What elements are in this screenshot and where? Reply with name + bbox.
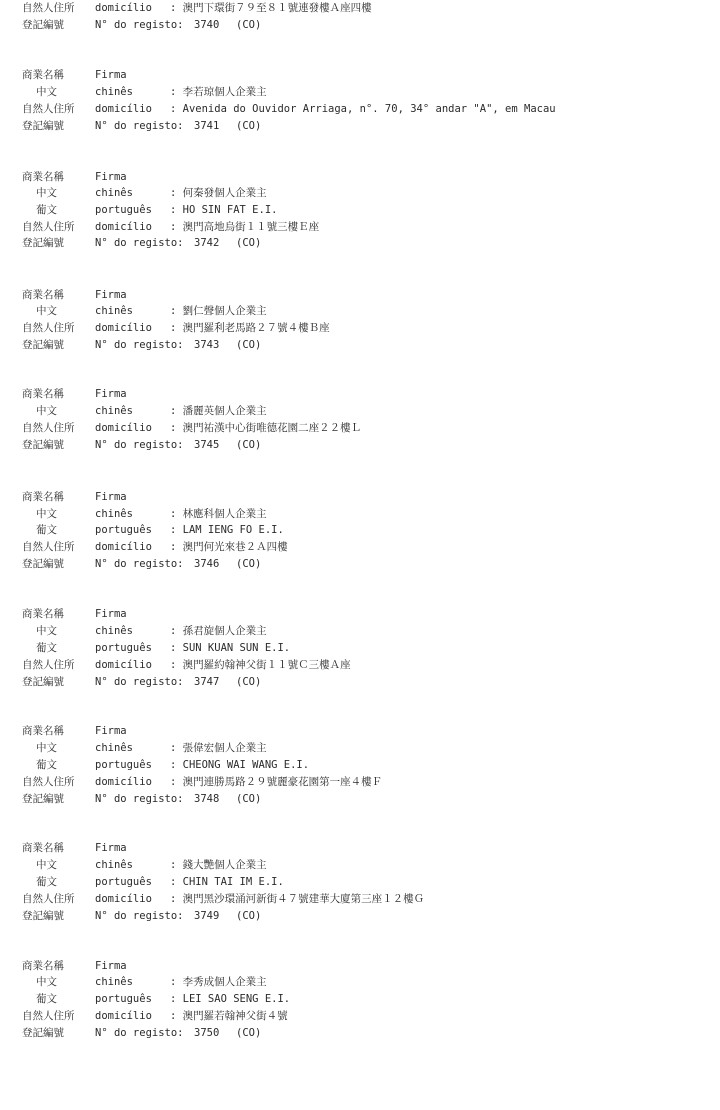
chines-line bbox=[22, 858, 267, 872]
chines-label-pt: chinês bbox=[95, 859, 133, 871]
firma-label-pt: Firma bbox=[95, 289, 127, 301]
firma-label-pt: Firma bbox=[95, 388, 127, 400]
registo-label-pt: N° do registo: bbox=[95, 676, 184, 688]
chines-value: : 林應科個人企業主 bbox=[170, 508, 267, 520]
portugues-label-pt: português bbox=[95, 759, 152, 771]
firma-label-zh: 商業名稱 bbox=[22, 491, 64, 503]
portugues-line bbox=[22, 523, 284, 537]
domicile-label-zh: 自然人住所 bbox=[22, 1010, 75, 1022]
registo-suffix: (CO) bbox=[236, 558, 262, 570]
registo-label-zh: 登記編號 bbox=[22, 676, 64, 688]
firma-line bbox=[22, 170, 127, 184]
registo-suffix: (CO) bbox=[236, 793, 262, 805]
chines-label-zh: 中文 bbox=[36, 405, 57, 417]
domicile-label-pt: domicílio bbox=[95, 776, 152, 788]
firma-label-pt: Firma bbox=[95, 491, 127, 503]
registo-number: 3743 bbox=[194, 339, 220, 351]
domicile-line bbox=[22, 220, 320, 234]
registo-line bbox=[22, 909, 262, 923]
portugues-value: : SUN KUAN SUN E.I. bbox=[170, 642, 291, 654]
registo-number: 3742 bbox=[194, 237, 220, 249]
chines-label-pt: chinês bbox=[95, 187, 133, 199]
registo-label-pt: N° do registo: bbox=[95, 1027, 184, 1039]
portugues-label-zh: 葡文 bbox=[36, 759, 57, 771]
portugues-line bbox=[22, 875, 284, 889]
domicile-value: : Avenida do Ouvidor Arriaga, n°. 70, 34° andar "A", em Macau bbox=[170, 103, 556, 115]
registo-number: 3750 bbox=[194, 1027, 220, 1039]
chines-label-zh: 中文 bbox=[36, 976, 57, 988]
portugues-label-pt: português bbox=[95, 204, 152, 216]
firma-label-zh: 商業名稱 bbox=[22, 608, 64, 620]
portugues-value: : CHIN TAI IM E.I. bbox=[170, 876, 284, 888]
chines-value: : 劉仁聲個人企業主 bbox=[170, 305, 267, 317]
firma-label-zh: 商業名稱 bbox=[22, 960, 64, 972]
firma-line bbox=[22, 68, 127, 82]
registo-number: 3749 bbox=[194, 910, 220, 922]
firma-label-zh: 商業名稱 bbox=[22, 171, 64, 183]
firma-label-pt: Firma bbox=[95, 69, 127, 81]
chines-line bbox=[22, 975, 267, 989]
registo-label-zh: 登記編號 bbox=[22, 793, 64, 805]
portugues-value: : HO SIN FAT E.I. bbox=[170, 204, 278, 216]
registo-line bbox=[22, 119, 262, 133]
registo-suffix: (CO) bbox=[236, 19, 262, 31]
chines-label-pt: chinês bbox=[95, 405, 133, 417]
registo-label-pt: N° do registo: bbox=[95, 237, 184, 249]
chines-line bbox=[22, 507, 267, 521]
chines-label-pt: chinês bbox=[95, 305, 133, 317]
chines-line bbox=[22, 404, 267, 418]
firma-line bbox=[22, 724, 127, 738]
registo-line bbox=[22, 1026, 262, 1040]
firma-label-pt: Firma bbox=[95, 608, 127, 620]
domicile-line bbox=[22, 775, 383, 789]
domicile-label-zh: 自然人住所 bbox=[22, 322, 75, 334]
registo-suffix: (CO) bbox=[236, 237, 262, 249]
registo-number: 3746 bbox=[194, 558, 220, 570]
firma-label-pt: Firma bbox=[95, 171, 127, 183]
registo-label-pt: N° do registo: bbox=[95, 439, 184, 451]
registo-label-zh: 登記編號 bbox=[22, 1027, 64, 1039]
registo-label-pt: N° do registo: bbox=[95, 558, 184, 570]
domicile-label-zh: 自然人住所 bbox=[22, 2, 75, 14]
firma-label-zh: 商業名稱 bbox=[22, 725, 64, 737]
registo-label-pt: N° do registo: bbox=[95, 19, 184, 31]
firma-label-pt: Firma bbox=[95, 960, 127, 972]
firma-line bbox=[22, 607, 127, 621]
registo-number: 3748 bbox=[194, 793, 220, 805]
firma-line bbox=[22, 387, 127, 401]
registo-label-zh: 登記編號 bbox=[22, 910, 64, 922]
registo-number: 3745 bbox=[194, 439, 220, 451]
domicile-value: : 澳門何光來巷２Ａ四樓 bbox=[170, 541, 288, 553]
portugues-label-zh: 葡文 bbox=[36, 642, 57, 654]
domicile-label-pt: domicílio bbox=[95, 422, 152, 434]
domicile-value: : 澳門連勝馬路２９號麗豪花園第一座４樓Ｆ bbox=[170, 776, 383, 788]
domicile-value: : 澳門下環街７９至８１號連發樓Ａ座四樓 bbox=[170, 2, 372, 14]
domicile-line bbox=[22, 321, 330, 335]
chines-label-zh: 中文 bbox=[36, 742, 57, 754]
domicile-value: : 澳門黑沙環涌河新街４７號建華大廈第三座１２樓Ｇ bbox=[170, 893, 425, 905]
chines-label-zh: 中文 bbox=[36, 305, 57, 317]
chines-value: : 錢大艷個人企業主 bbox=[170, 859, 267, 871]
portugues-value: : CHEONG WAI WANG E.I. bbox=[170, 759, 310, 771]
registo-label-pt: N° do registo: bbox=[95, 339, 184, 351]
portugues-label-zh: 葡文 bbox=[36, 876, 57, 888]
domicile-label-pt: domicílio bbox=[95, 893, 152, 905]
firma-label-zh: 商業名稱 bbox=[22, 69, 64, 81]
registo-label-pt: N° do registo: bbox=[95, 120, 184, 132]
domicile-label-pt: domicílio bbox=[95, 541, 152, 553]
domicile-line bbox=[22, 102, 556, 116]
chines-value: : 何秦發個人企業主 bbox=[170, 187, 267, 199]
domicile-value: : 澳門羅若翰神父街４號 bbox=[170, 1010, 288, 1022]
registo-suffix: (CO) bbox=[236, 120, 262, 132]
domicile-line bbox=[22, 1, 372, 15]
registo-label-zh: 登記編號 bbox=[22, 120, 64, 132]
firma-line bbox=[22, 288, 127, 302]
firma-label-zh: 商業名稱 bbox=[22, 842, 64, 854]
domicile-label-pt: domicílio bbox=[95, 1010, 152, 1022]
chines-value: : 張偉宏個人企業主 bbox=[170, 742, 267, 754]
chines-label-pt: chinês bbox=[95, 508, 133, 520]
chines-line bbox=[22, 304, 267, 318]
portugues-label-pt: português bbox=[95, 524, 152, 536]
domicile-label-pt: domicílio bbox=[95, 322, 152, 334]
portugues-label-zh: 葡文 bbox=[36, 524, 57, 536]
domicile-line bbox=[22, 421, 362, 435]
domicile-label-pt: domicílio bbox=[95, 221, 152, 233]
registo-line bbox=[22, 438, 262, 452]
chines-value: : 潘麗英個人企業主 bbox=[170, 405, 267, 417]
domicile-value: : 澳門高地烏街１１號三樓Ｅ座 bbox=[170, 221, 320, 233]
portugues-line bbox=[22, 641, 291, 655]
domicile-value: : 澳門羅利老馬路２７號４樓Ｂ座 bbox=[170, 322, 330, 334]
chines-value: : 李秀成個人企業主 bbox=[170, 976, 267, 988]
registo-number: 3741 bbox=[194, 120, 220, 132]
firma-line bbox=[22, 841, 127, 855]
domicile-value: : 澳門羅約翰神父街１１號Ｃ三樓Ａ座 bbox=[170, 659, 351, 671]
domicile-label-zh: 自然人住所 bbox=[22, 893, 75, 905]
chines-label-pt: chinês bbox=[95, 976, 133, 988]
registo-suffix: (CO) bbox=[236, 1027, 262, 1039]
registo-line bbox=[22, 18, 262, 32]
domicile-label-pt: domicílio bbox=[95, 659, 152, 671]
domicile-line bbox=[22, 658, 351, 672]
registo-number: 3740 bbox=[194, 19, 220, 31]
chines-value: : 李若琼個人企業主 bbox=[170, 86, 267, 98]
portugues-value: : LAM IENG FO E.I. bbox=[170, 524, 284, 536]
domicile-value: : 澳門祐漢中心街唯德花園二座２２樓Ｌ bbox=[170, 422, 362, 434]
chines-line bbox=[22, 741, 267, 755]
registo-suffix: (CO) bbox=[236, 676, 262, 688]
domicile-label-zh: 自然人住所 bbox=[22, 541, 75, 553]
chines-label-zh: 中文 bbox=[36, 187, 57, 199]
firma-line bbox=[22, 959, 127, 973]
registo-suffix: (CO) bbox=[236, 439, 262, 451]
domicile-line bbox=[22, 1009, 288, 1023]
domicile-label-pt: domicílio bbox=[95, 2, 152, 14]
chines-line bbox=[22, 186, 267, 200]
registo-label-zh: 登記編號 bbox=[22, 558, 64, 570]
registo-line bbox=[22, 675, 262, 689]
registo-suffix: (CO) bbox=[236, 339, 262, 351]
firma-line bbox=[22, 490, 127, 504]
portugues-label-zh: 葡文 bbox=[36, 204, 57, 216]
domicile-label-pt: domicílio bbox=[95, 103, 152, 115]
chines-line bbox=[22, 624, 267, 638]
portugues-label-pt: português bbox=[95, 993, 152, 1005]
chines-label-zh: 中文 bbox=[36, 625, 57, 637]
registo-label-pt: N° do registo: bbox=[95, 910, 184, 922]
registo-label-zh: 登記編號 bbox=[22, 339, 64, 351]
firma-label-zh: 商業名稱 bbox=[22, 289, 64, 301]
chines-label-zh: 中文 bbox=[36, 86, 57, 98]
domicile-label-zh: 自然人住所 bbox=[22, 776, 75, 788]
portugues-line bbox=[22, 758, 310, 772]
registo-line bbox=[22, 338, 262, 352]
registo-label-zh: 登記編號 bbox=[22, 19, 64, 31]
chines-label-pt: chinês bbox=[95, 625, 133, 637]
portugues-label-zh: 葡文 bbox=[36, 993, 57, 1005]
chines-line bbox=[22, 85, 267, 99]
registo-line bbox=[22, 236, 262, 250]
chines-value: : 孫君旋個人企業主 bbox=[170, 625, 267, 637]
registo-label-pt: N° do registo: bbox=[95, 793, 184, 805]
registo-number: 3747 bbox=[194, 676, 220, 688]
chines-label-pt: chinês bbox=[95, 86, 133, 98]
portugues-line bbox=[22, 203, 278, 217]
registo-line bbox=[22, 792, 262, 806]
firma-label-zh: 商業名稱 bbox=[22, 388, 64, 400]
domicile-label-zh: 自然人住所 bbox=[22, 221, 75, 233]
portugues-label-pt: português bbox=[95, 876, 152, 888]
chines-label-pt: chinês bbox=[95, 742, 133, 754]
domicile-line bbox=[22, 892, 425, 906]
portugues-value: : LEI SAO SENG E.I. bbox=[170, 993, 291, 1005]
domicile-line bbox=[22, 540, 288, 554]
domicile-label-zh: 自然人住所 bbox=[22, 103, 75, 115]
domicile-label-zh: 自然人住所 bbox=[22, 659, 75, 671]
registo-line bbox=[22, 557, 262, 571]
portugues-label-pt: português bbox=[95, 642, 152, 654]
domicile-label-zh: 自然人住所 bbox=[22, 422, 75, 434]
portugues-line bbox=[22, 992, 291, 1006]
chines-label-zh: 中文 bbox=[36, 508, 57, 520]
registo-label-zh: 登記編號 bbox=[22, 237, 64, 249]
registo-suffix: (CO) bbox=[236, 910, 262, 922]
chines-label-zh: 中文 bbox=[36, 859, 57, 871]
firma-label-pt: Firma bbox=[95, 725, 127, 737]
registo-label-zh: 登記編號 bbox=[22, 439, 64, 451]
firma-label-pt: Firma bbox=[95, 842, 127, 854]
